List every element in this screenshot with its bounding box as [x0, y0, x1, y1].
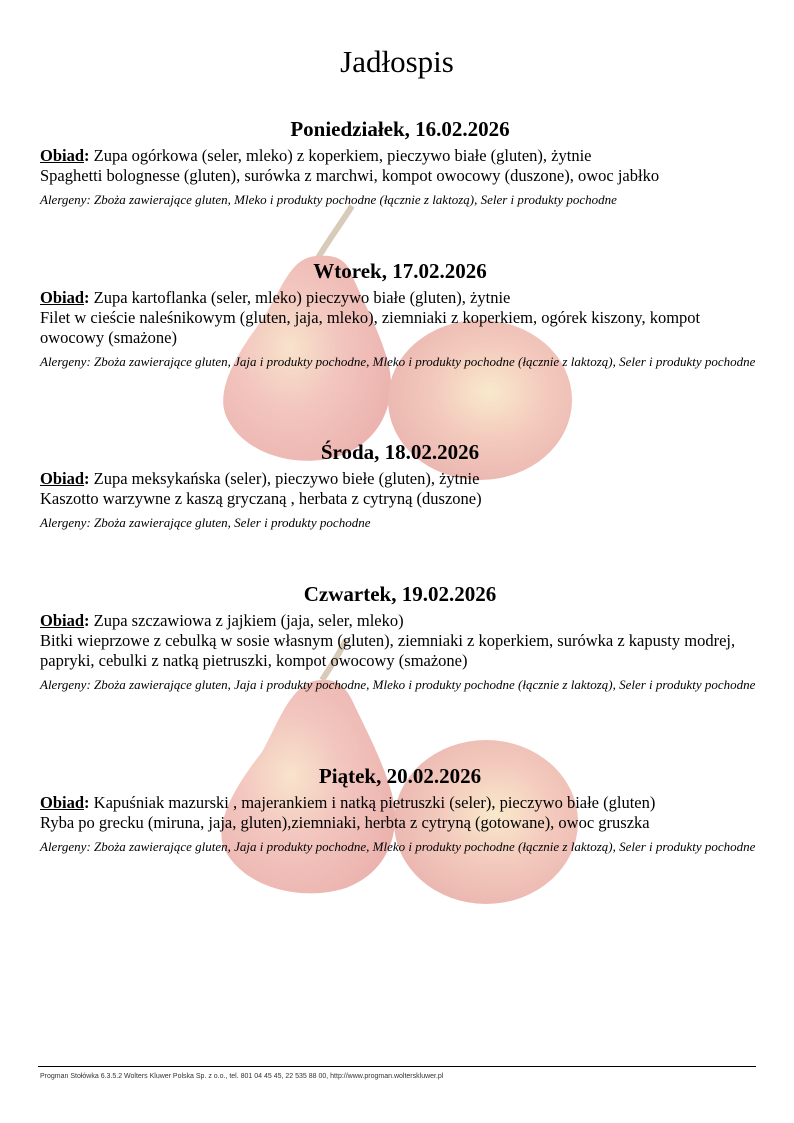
- day-section-friday: [40, 763, 760, 856]
- meal-line-1: Zupa szczawiowa z jajkiem (jaja, seler, mleko): [93, 611, 404, 630]
- meal-label: Obiad: [40, 611, 85, 630]
- meal-label: Obiad: [40, 469, 85, 488]
- day-header: Piątek, 20.02.2026: [318, 764, 482, 788]
- meal-line-1: Kapuśniak mazurski , majerankiem i natką pietruszki (seler), pieczywo białe (gluten): [93, 793, 656, 812]
- day-section-tuesday: [40, 258, 760, 371]
- page-title: Jadłospis: [340, 44, 454, 79]
- footer-divider: [38, 1066, 756, 1067]
- meal-line-1: Zupa meksykańska (seler), pieczywo biełe (gluten), żytnie: [93, 469, 480, 488]
- allergens-note: Alergeny: Zboża zawierające gluten, Seler i produkty pochodne: [40, 515, 371, 530]
- allergens-note: Alergeny: Zboża zawierające gluten, Jaja i produkty pochodne, Mleko i produkty pochodne (łącznie z laktozą), Seler i produkty pochodne: [40, 839, 756, 854]
- meal-line-2: Bitki wieprzowe z cebulką w sosie własnym (gluten), ziemniaki z koperkiem, surówka z kapusty modrej, papryki, cebulki z natką pietruszki, kompot owocowy (smażone): [40, 631, 736, 670]
- day-header: Wtorek, 17.02.2026: [313, 259, 487, 283]
- meal-line: Obiad: Zupa kartoflanka (seler, mleko) pieczywo białe (gluten), żytnie: [40, 288, 511, 307]
- day-header: Czwartek, 19.02.2026: [303, 582, 497, 606]
- meal-label: Obiad: [40, 793, 85, 812]
- meal-line: Obiad: Zupa ogórkowa (seler, mleko) z koperkiem, pieczywo białe (gluten), żytnie: [40, 146, 592, 165]
- meal-line: Obiad: Zupa meksykańska (seler), pieczywo biełe (gluten), żytnie: [40, 469, 480, 488]
- meal-line-2: Spaghetti bolognesse (gluten), surówka z marchwi, kompot owocowy (duszone), owoc jabłko: [40, 166, 660, 185]
- meal-line-1: Zupa ogórkowa (seler, mleko) z koperkiem, pieczywo białe (gluten), żytnie: [93, 146, 592, 165]
- allergens-note: Alergeny: Zboża zawierające gluten, Jaja i produkty pochodne, Mleko i produkty pochodne (łącznie z laktozą), Seler i produkty pochodne: [40, 354, 756, 369]
- day-header: Poniedziałek, 16.02.2026: [290, 117, 510, 141]
- meal-line-1: Zupa kartoflanka (seler, mleko) pieczywo białe (gluten), żytnie: [93, 288, 511, 307]
- meal-line-2: Ryba po grecku (miruna, jaja, gluten),ziemniaki, herbta z cytryną (gotowane), owoc gruszka: [40, 813, 650, 832]
- allergens-note: Alergeny: Zboża zawierające gluten, Mleko i produkty pochodne (łącznie z laktozą), Seler i produkty pochodne: [40, 192, 617, 207]
- meal-label: Obiad: [40, 288, 85, 307]
- day-section-thursday: [40, 581, 760, 694]
- day-header: Środa, 18.02.2026: [320, 440, 480, 464]
- meal-label: Obiad: [40, 146, 85, 165]
- meal-line-2: Kaszotto warzywne z kaszą gryczaną , herbata z cytryną (duszone): [40, 489, 482, 508]
- pear-stem: [318, 206, 352, 258]
- day-section-wednesday: [40, 439, 760, 532]
- day-section-monday: [40, 116, 760, 209]
- footer-text: Progman Stołówka 6.3.5.2 Wolters Kluwer Polska Sp. z o.o., tel. 801 04 45 45, 22 535 88 00, http://www.progman.wolterskluwer.pl: [40, 1073, 444, 1080]
- meal-line: Obiad: Kapuśniak mazurski , majerankiem i natką pietruszki (seler), pieczywo białe (gluten): [40, 793, 656, 812]
- meal-line-2: Filet w cieście naleśnikowym (gluten, jaja, mleko), ziemniaki z koperkiem, ogórek kiszony, kompot owocowy (smażone): [40, 308, 701, 347]
- meal-line: Obiad: Zupa szczawiowa z jajkiem (jaja, seler, mleko): [40, 611, 404, 630]
- allergens-note: Alergeny: Zboża zawierające gluten, Jaja i produkty pochodne, Mleko i produkty pochodne (łącznie z laktozą), Seler i produkty pochodne: [40, 677, 756, 692]
